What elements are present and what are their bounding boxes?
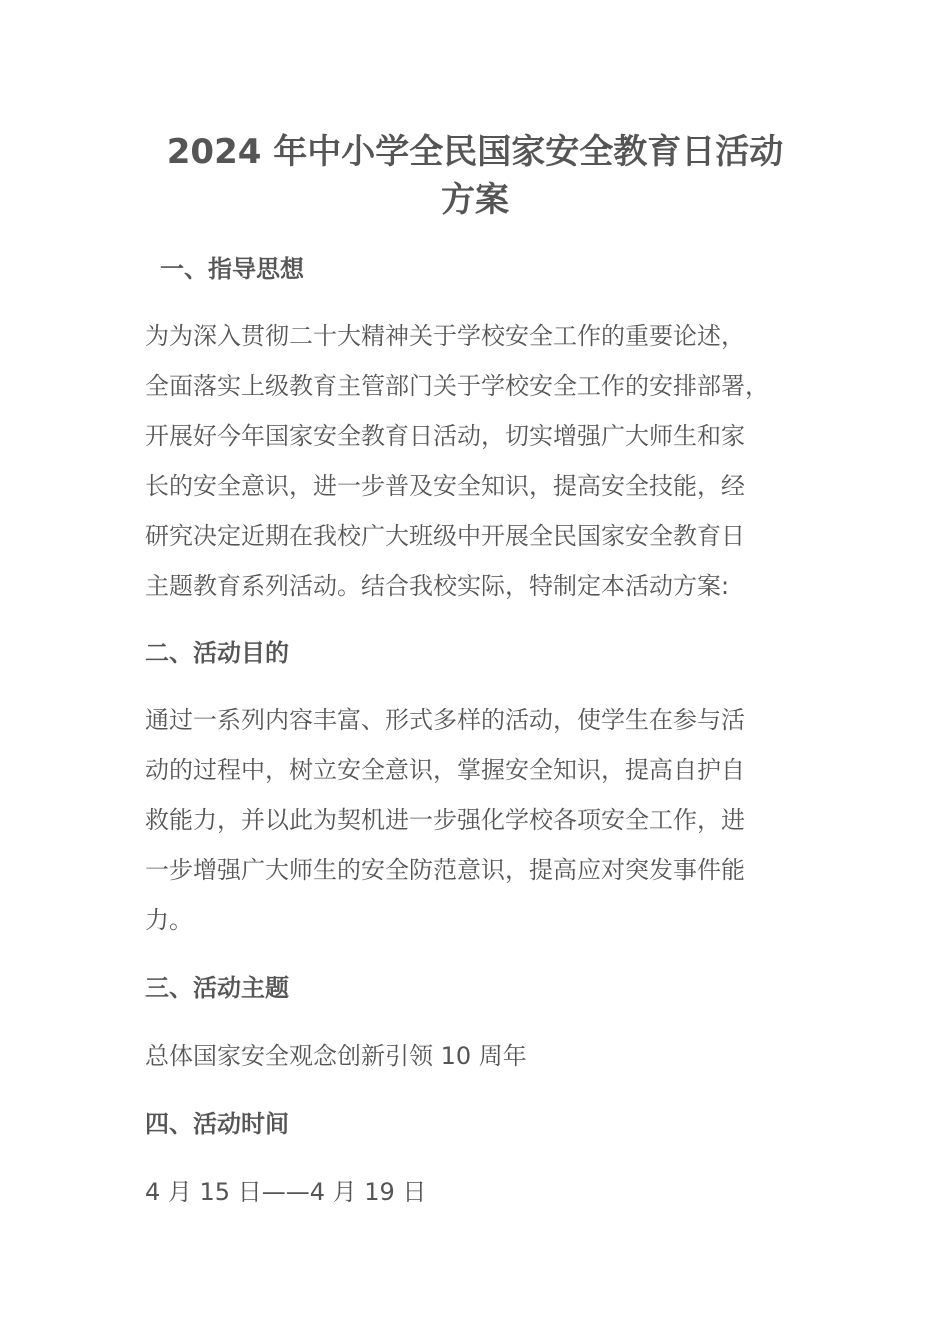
paragraph-line: 主题教育系列活动。结合我校实际，特制定本活动方案: <box>145 572 730 600</box>
paragraph-line: 4 月 15 日——4 月 19 日 <box>145 1178 427 1206</box>
paragraph-line: 救能力，并以此为契机进一步强化学校各项安全工作，进 <box>145 806 745 834</box>
document-title-line: 方案 <box>441 180 509 220</box>
section-paragraph-activity-purpose <box>145 695 825 945</box>
document-title <box>130 128 820 224</box>
paragraph-line: 研究决定近期在我校广大班级中开展全民国家安全教育日 <box>145 522 745 550</box>
paragraph-line: 通过一系列内容丰富、形式多样的活动，使学生在参与活 <box>145 706 745 734</box>
section-paragraph-activity-theme <box>145 1031 825 1081</box>
paragraph-line: 开展好今年国家安全教育日活动，切实增强广大师生和家 <box>145 422 745 450</box>
section-heading-activity-theme: 三、活动主题 <box>145 974 289 1002</box>
section-heading-activity-purpose: 二、活动目的 <box>145 639 289 667</box>
document-title-line: 2024 年中小学全民国家安全教育日活动 <box>166 132 784 172</box>
paragraph-line: 一步增强广大师生的安全防范意识，提高应对突发事件能 <box>145 856 745 884</box>
section-paragraph-activity-time <box>145 1167 825 1217</box>
section-paragraph-guiding-ideology <box>145 311 825 611</box>
section-heading-guiding-ideology: 一、指导思想 <box>160 255 304 283</box>
paragraph-line: 为为深入贯彻二十大精神关于学校安全工作的重要论述， <box>145 322 745 350</box>
paragraph-line: 动的过程中，树立安全意识，掌握安全知识，提高自护自 <box>145 756 745 784</box>
section-heading-activity-time: 四、活动时间 <box>145 1110 289 1138</box>
paragraph-line: 全面落实上级教育主管部门关于学校安全工作的安排部署， <box>145 372 769 400</box>
paragraph-line: 力。 <box>145 906 193 934</box>
paragraph-line: 总体国家安全观念创新引领 10 周年 <box>145 1042 527 1070</box>
paragraph-line: 长的安全意识，进一步普及安全知识，提高安全技能，经 <box>145 472 745 500</box>
